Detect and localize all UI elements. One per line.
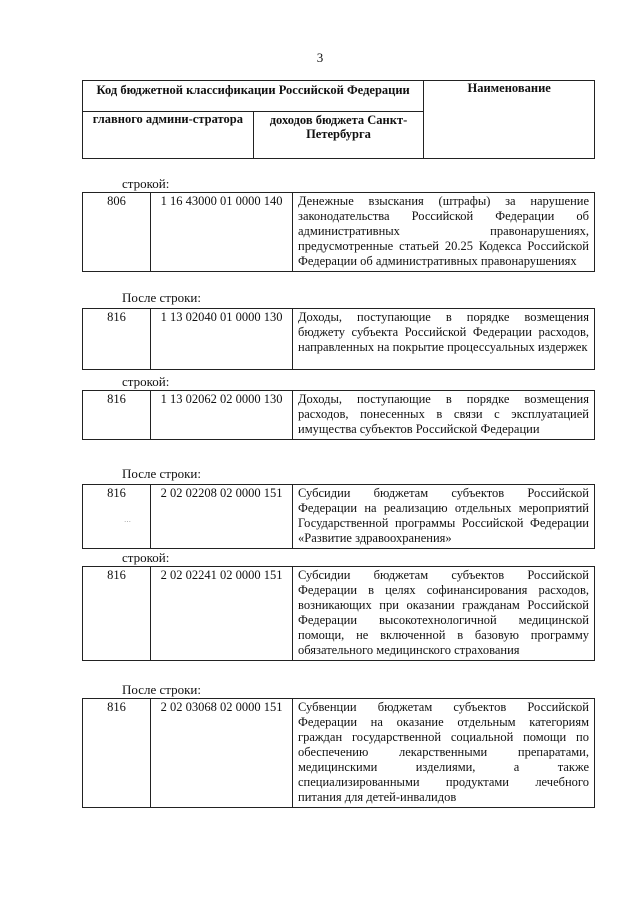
budget-code-cell: 2 02 02241 02 0000 151 — [151, 567, 293, 661]
header-table — [82, 80, 595, 159]
name-cell: Субсидии бюджетам субъектов Российской Федерации в целях софинансирования расходов, возникающих при оказании гражданам Российской Федерации высокотехнологичной медицинской помощи, не включенной в базовую программу обязательного медицинского страхования — [293, 567, 595, 661]
name-cell: Субсидии бюджетам субъектов Российской Федерации на реализацию отдельных мероприятий Государственной программы Российской Федерации «Развитие здравоохранения» — [293, 485, 595, 549]
caption-2: После строки: — [122, 290, 201, 305]
admin-code-cell: 816 — [83, 485, 151, 549]
table-row — [83, 391, 595, 440]
admin-code-cell: 816 — [83, 391, 151, 440]
row-table-1 — [82, 192, 595, 272]
table-row — [83, 485, 595, 549]
row-table-2 — [82, 308, 595, 370]
page-number: 3 — [316, 50, 324, 65]
table-row — [83, 567, 595, 661]
row-table-4 — [82, 484, 595, 549]
caption-1: строкой: — [122, 176, 170, 191]
budget-code-cell: 2 02 02208 02 0000 151 — [151, 485, 293, 549]
caption-4: После строки: — [122, 466, 201, 481]
name-cell: Доходы, поступающие в порядке возмещения бюджету субъекта Российской Федерации расходов, направленных на покрытие процессуальных издержек — [293, 309, 595, 370]
header-col-admin: главного админи-стратора — [83, 112, 254, 159]
table-row — [83, 309, 595, 370]
caption-5: строкой: — [122, 550, 170, 565]
budget-code-cell: 2 02 03068 02 0000 151 — [151, 699, 293, 808]
admin-code-cell: 816 — [83, 699, 151, 808]
caption-6: После строки: — [122, 682, 201, 697]
table-row — [83, 193, 595, 272]
admin-code-cell: 816 — [83, 567, 151, 661]
header-col-code: доходов бюджета Санкт-Петербурга — [253, 112, 424, 159]
name-cell: Доходы, поступающие в порядке возмещения расходов, понесенных в связи с эксплуатацией имущества субъектов Российской Федерации — [293, 391, 595, 440]
admin-code-cell: 816 — [83, 309, 151, 370]
name-cell: Денежные взыскания (штрафы) за нарушение законодательства Российской Федерации об административных правонарушениях, предусмотренные статьей 20.25 Кодекса Российской Федерации об административных правонарушениях — [293, 193, 595, 272]
header-group-title: Код бюджетной классификации Российской Федерации — [83, 81, 424, 112]
name-cell: Субвенции бюджетам субъектов Российской Федерации на оказание отдельным категориям граждан государственной социальной помощи по обеспечению лекарственными препаратами, медицинскими изделиями, а также специализированными продуктами лечебного питания для детей-инвалидов — [293, 699, 595, 808]
header-col-name: Наименование — [424, 81, 595, 159]
caption-3: строкой: — [122, 374, 170, 389]
header-row-top — [83, 81, 595, 112]
row-table-6 — [82, 698, 595, 808]
row-table-3 — [82, 390, 595, 440]
admin-code-cell: 806 — [83, 193, 151, 272]
budget-code-cell: 1 13 02062 02 0000 130 — [151, 391, 293, 440]
budget-code-cell: 1 16 43000 01 0000 140 — [151, 193, 293, 272]
table-row — [83, 699, 595, 808]
row-table-5 — [82, 566, 595, 661]
budget-code-cell: 1 13 02040 01 0000 130 — [151, 309, 293, 370]
scan-smudge: ⋯ — [124, 518, 131, 526]
